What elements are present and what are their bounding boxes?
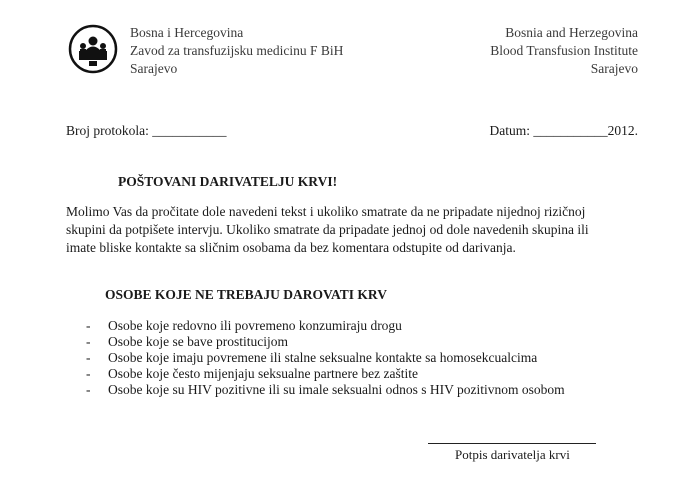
protocol-number-field: Broj protokola: ___________ (66, 123, 227, 138)
header-right-line: Sarajevo (590, 61, 638, 76)
intro-line: imate bliske kontakte sa sličnim osobama da bez komentara odstupite od darivanja. (66, 240, 516, 255)
list-item-text: Osobe koje imaju povremene ili stalne seksualne kontakte sa homosekcualcima (108, 350, 538, 365)
list-item (86, 334, 565, 350)
list-item-text: Osobe koje su HIV pozitivne ili su imale seksualni odnos s HIV pozitivnom osobom (108, 382, 565, 397)
exclusion-list (86, 318, 565, 398)
list-item-text: Osobe koje redovno ili povremeno konzumiraju drogu (108, 318, 402, 333)
list-item (86, 382, 565, 398)
list-item (86, 318, 565, 334)
signature-line (428, 443, 596, 444)
intro-paragraph (66, 203, 646, 257)
list-item-text: Osobe koje se bave prostitucijom (108, 334, 288, 349)
intro-line: Molimo Vas da pročitate dole navedeni tekst i ukoliko smatrate da ne pripadate nijednoj rizičnoj (66, 204, 586, 219)
section-title: OSOBE KOJE NE TREBAJU DAROVATI KRV (105, 287, 387, 302)
list-marker: - (86, 350, 91, 365)
date-field: Datum: ___________2012. (489, 123, 638, 138)
list-item (86, 350, 565, 366)
header-left-line: Bosna i Hercegovina (130, 25, 244, 40)
header-right-line: Blood Transfusion Institute (490, 43, 638, 58)
greeting-heading: POŠTOVANI DARIVATELJU KRVI! (118, 174, 338, 189)
list-item (86, 366, 565, 382)
list-marker: - (86, 366, 91, 381)
list-marker: - (86, 318, 91, 333)
header-left-line: Sarajevo (130, 61, 178, 76)
list-marker: - (86, 334, 91, 349)
list-marker: - (86, 382, 91, 397)
header-left (130, 24, 343, 78)
header-right (490, 24, 638, 78)
header-right-line: Bosnia and Herzegovina (505, 25, 638, 40)
list-item-text: Osobe koje često mijenjaju seksualne partnere bez zaštite (108, 366, 419, 381)
header-left-line: Zavod za transfuzijsku medicinu F BiH (130, 43, 344, 58)
institute-logo-icon (68, 24, 118, 74)
signature-label: Potpis darivatelja krvi (455, 447, 570, 462)
intro-line: skupini da potpišete intervju. Ukoliko smatrate da pripadate jednoj od dole navedenih skupina ili (66, 222, 589, 237)
